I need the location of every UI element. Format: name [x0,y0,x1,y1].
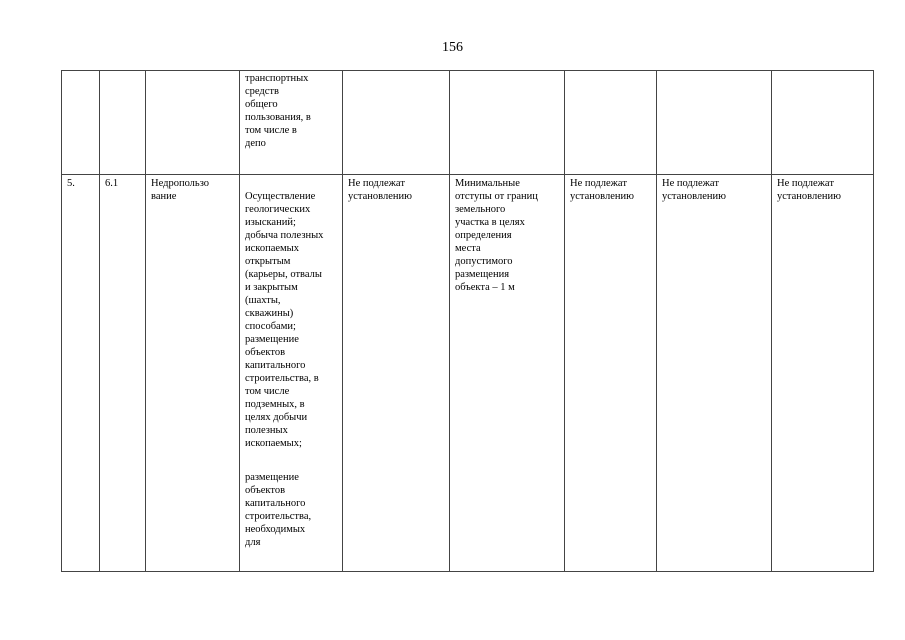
cell-use-description [240,175,343,572]
cell-column-5: Не подлежат установлению [343,175,450,572]
cell-use-code: 6.1 [100,175,146,572]
cell-empty [450,71,565,175]
cell-column-9: Не подлежат установлению [772,175,874,572]
page-number: 156 [442,40,463,55]
regulations-table [61,70,874,572]
description-paragraph-2: размещение объектов капитального строительства, необходимых для [245,472,312,548]
cell-empty [62,71,100,175]
table-row-continuation [62,71,874,175]
cell-row-number: 5. [62,175,100,572]
cell-empty [343,71,450,175]
cell-empty [565,71,657,175]
cell-use-description-continued: транспортных средств общего пользования, в том числе в депо [240,71,343,175]
cell-empty [657,71,772,175]
cell-empty [146,71,240,175]
description-paragraph-1: Осуществление геологических изысканий; добыча полезных ископаемых открытым (карьеры, отвалы и закрытым (шахты, скважины) способами; размещение объектов капитального строительства, в том числе подземных, в целях добычи полезных ископаемых; [245,191,324,449]
cell-empty [100,71,146,175]
cell-empty [772,71,874,175]
table-row [62,175,874,572]
cell-min-setbacks: Минимальные отступы от границ земельного участка в целях определения места допустимого размещения объекта – 1 м [450,175,565,572]
cell-use-name: Недропользо вание [146,175,240,572]
cell-column-8: Не подлежат установлению [657,175,772,572]
cell-column-7: Не подлежат установлению [565,175,657,572]
